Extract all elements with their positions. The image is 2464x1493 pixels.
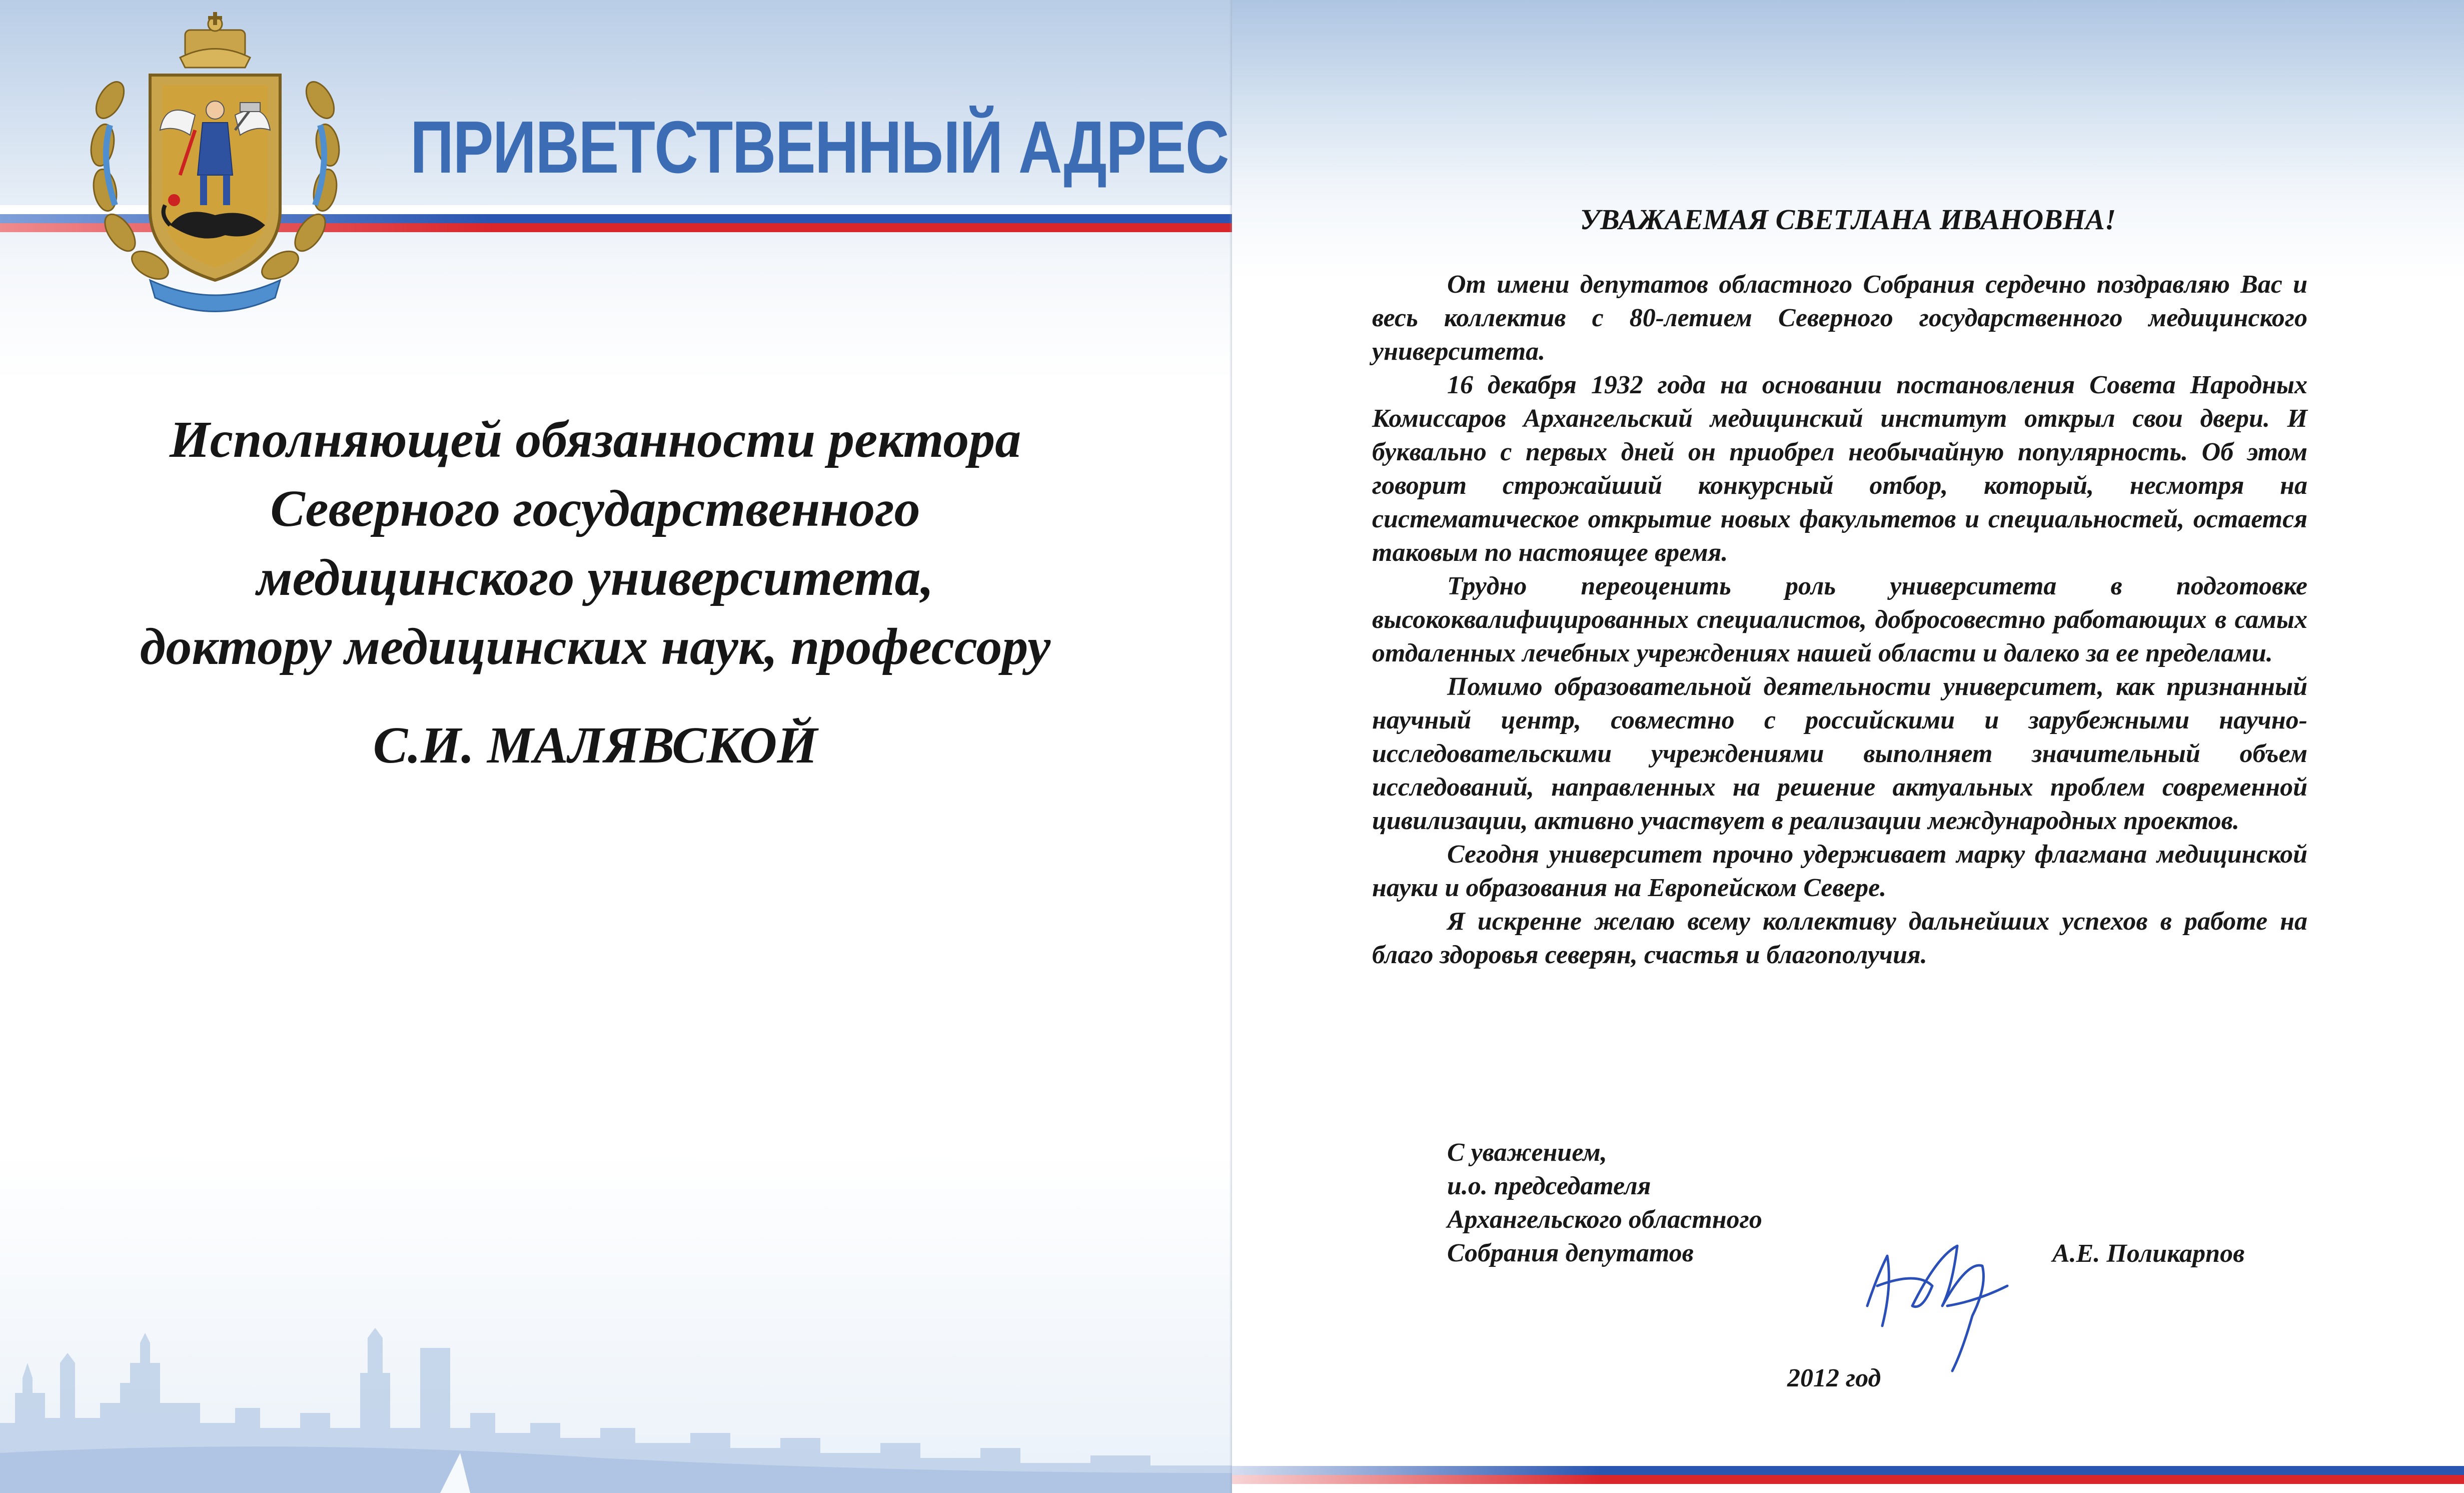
closing-line: и.о. председателя	[1447, 1172, 1651, 1200]
addressee-block	[75, 405, 1115, 681]
salutation: УВАЖАЕМАЯ СВЕТЛАНА ИВАНОВНА!	[1580, 203, 2116, 236]
signer-name: А.Е. Поликарпов	[2052, 1239, 2245, 1268]
right-page	[1232, 0, 2464, 1493]
flag-stripes	[1232, 1457, 2464, 1484]
document-year: 2012 год	[1787, 1364, 1881, 1392]
skyline-icon	[0, 1213, 1232, 1493]
addressee-line: Северного государственного	[270, 480, 920, 537]
closing-line: Архангельского областного	[1447, 1205, 1762, 1234]
closing-line: Собрания депутатов	[1447, 1239, 1694, 1267]
coat-of-arms-icon	[75, 10, 355, 320]
body-paragraph: Сегодня университет прочно удерживает марку флагмана медицинской науки и образования на Европейском Севере.	[1372, 840, 2307, 902]
body-paragraph: 16 декабря 1932 года на основании постановления Совета Народных Комиссаров Архангельский медицинский институт открыл свои двери. И буквально с первых дней он приобрел необычайную популярность. Об этом говорит строжайший конкурсный отбор, который, несмотря на систематическое открытие новых факультетов и специальностей, остается таковым по настоящее время.	[1372, 371, 2307, 567]
addressee-line: Исполняющей обязанности ректора	[169, 411, 1021, 468]
body-paragraph: Помимо образовательной деятельности университет, как признанный научный центр, совместно с российскими и зарубежными научно-исследовательскими учреждениями выполняет значительный объем исследований, направленных на решение актуальных проблем современной цивилизации, активно участвует в реализации международных проектов.	[1372, 672, 2307, 835]
signature-icon	[1857, 1186, 2017, 1376]
closing-block	[1447, 1136, 1762, 1270]
addressee-line: медицинского университета,	[257, 549, 934, 606]
document-title: ПРИВЕТСТВЕННЫЙ АДРЕС	[410, 106, 1228, 189]
letter-body	[1372, 268, 2307, 972]
addressee-line: доктору медицинских наук, профессору	[140, 618, 1051, 675]
recipient-name: С.И. МАЛЯВСКОЙ	[373, 716, 818, 774]
body-paragraph: Трудно переоценить роль университета в подготовке высококвалифицированных специалистов, добросовестно работающих в самых отдаленных лечебных учреждениях нашей области и далеко за ее пределами.	[1372, 572, 2307, 667]
body-paragraph: Я искренне желаю всему коллективу дальнейших успехов в работе на благо здоровья северян, счастья и благополучия.	[1372, 907, 2307, 969]
body-paragraph: От имени депутатов областного Собрания сердечно поздравляю Вас и весь коллектив с 80-летием Северного государственного медицинского университета.	[1372, 270, 2307, 366]
closing-line: С уважением,	[1447, 1138, 1607, 1167]
